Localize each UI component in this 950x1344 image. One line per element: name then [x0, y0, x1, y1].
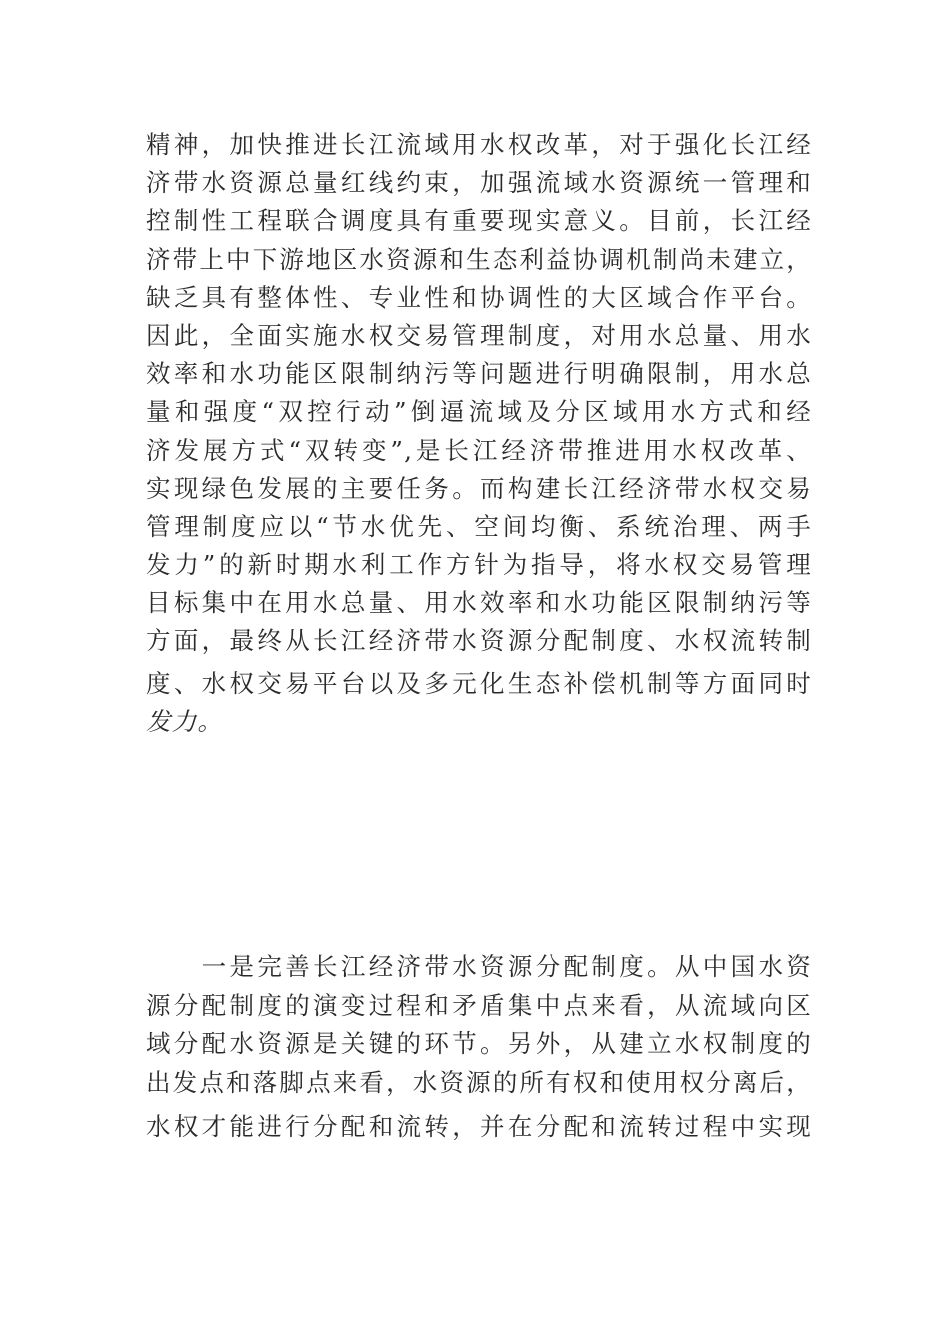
text-line: 一是完善长江经济带水资源分配制度。从中国水资: [146, 952, 812, 981]
text-line: 管理制度应以“节水优先、空间均衡、系统治理、两手: [146, 511, 812, 541]
text-line: 实现绿色发展的主要任务。而构建长江经济带水权交易: [146, 473, 812, 503]
paragraph-water-allocation: [146, 948, 812, 1147]
text-line: 域分配水资源是关键的环节。另外，从建立水权制度的: [146, 1029, 812, 1058]
text-line: 目标集中在用水总量、用水效率和水功能区限制纳污等: [146, 588, 812, 618]
text-line: 效率和水功能区限制纳污等问题进行明确限制，用水总: [146, 359, 812, 389]
text-line: 发力”的新时期水利工作方针为指导，将水权交易管理: [146, 550, 812, 580]
text-line: 水权才能进行分配和流转，并在分配和流转过程中实现: [146, 1112, 812, 1141]
text-line: 发力。: [146, 706, 224, 736]
paragraph-water-rights-reform: [146, 126, 812, 741]
text-line: 方面，最终从长江经济带水资源分配制度、水权流转制: [146, 626, 812, 656]
text-line: 出发点和落脚点来看，水资源的所有权和使用权分离后，: [146, 1067, 812, 1097]
text-line: 济发展方式“双转变”,是长江经济带推进用水权改革、: [146, 435, 812, 465]
text-line: 济带水资源总量红线约束，加强流域水资源统一管理和: [146, 168, 812, 198]
text-line: 度、水权交易平台以及多元化生态补偿机制等方面同时: [146, 668, 812, 698]
text-line: 精神，加快推进长江流域用水权改革，对于强化长江经: [146, 130, 812, 159]
text-line: 源分配制度的演变过程和矛盾集中点来看，从流域向区: [146, 990, 812, 1020]
text-line: 济带上中下游地区水资源和生态利益协调机制尚未建立，: [146, 244, 812, 274]
text-line: 量和强度“双控行动”倒逼流域及分区域用水方式和经: [146, 397, 812, 427]
text-line: 因此，全面实施水权交易管理制度，对用水总量、用水: [146, 320, 812, 350]
text-line: 控制性工程联合调度具有重要现实意义。目前，长江经: [146, 206, 812, 236]
text-line: 缺乏具有整体性、专业性和协调性的大区域合作平台。: [146, 282, 812, 312]
